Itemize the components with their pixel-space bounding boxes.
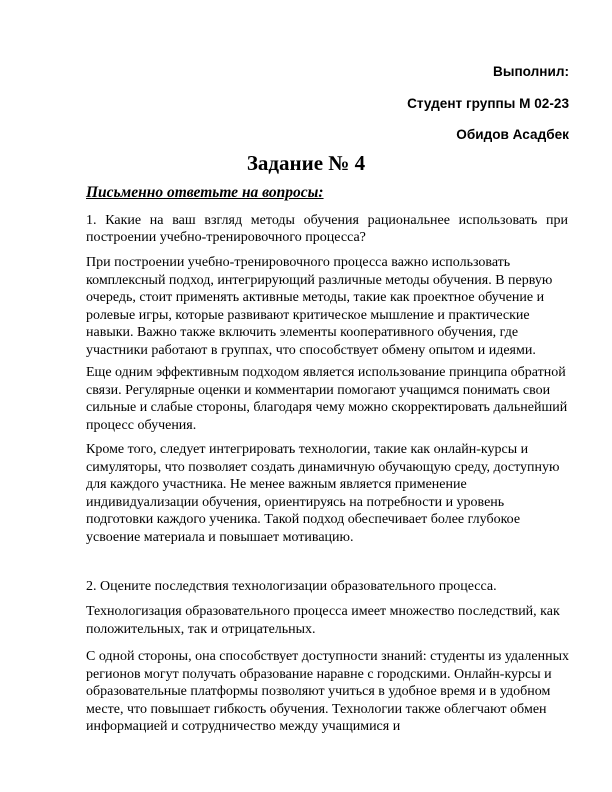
answer-1-paragraph-3: Кроме того, следует интегрировать технологии, такие как онлайн-курсы и симуляторы, что позволяет создать динамичную обучающую среду, доступную для каждого участника. Не менее важным является применение индивидуализации обучения, ориентируясь на потребности и уровень подготовки каждого ученика. Такой подход обеспечивает более глубокое усвоение материала и повышает мотивацию. <box>86 442 560 545</box>
question-1: 1. Какие на ваш взгляд методы обучения рациональнее использовать при построении учебно-тренировочного процесса? <box>86 213 568 245</box>
performed-by-label: Выполнил: <box>493 64 569 79</box>
answer-2-paragraph-1: Технологизация образовательного процесса имеет множество последствий, как положительных, так и отрицательных. <box>86 604 560 637</box>
instructions-heading: Письменно ответьте на вопросы: <box>86 184 324 201</box>
answer-1-paragraph-2: Еще одним эффективным подходом является использование принципа обратной связи. Регулярные оценки и комментарии помогают учащимся понимать свои сильные и слабые стороны, благодаря чему можно скорректировать дальнейший процесс обучения. <box>86 365 568 433</box>
page-title: Задание № 4 <box>246 151 366 175</box>
answer-1-paragraph-1: При построении учебно-тренировочного процесса важно использовать комплексный подход, интегрирующий различные методы обучения. В первую очередь, стоит применять активные методы, такие как проектное обучение и ролевые игры, которые развивают критическое мышление и практические навыки. Важно также включить элементы кооперативного обучения, где участники работают в группах, что способствует обмену опытом и идеями. <box>86 255 553 358</box>
question-2: 2. Оцените последствия технологизации образовательного процесса. <box>86 579 497 594</box>
answer-2-paragraph-2: С одной стороны, она способствует доступности знаний: студенты из удаленных регионов могут получать образование наравне с городскими. Онлайн-курсы и образовательные платформы позволяют учиться в удобное время и в удобном месте, что повышает гибкость обучения. Технологии также облегчают обмен информацией и сотрудничество между учащимися и <box>86 649 569 735</box>
student-name: Обидов Асадбек <box>456 127 569 142</box>
student-group: Студент группы М 02-23 <box>407 96 569 111</box>
